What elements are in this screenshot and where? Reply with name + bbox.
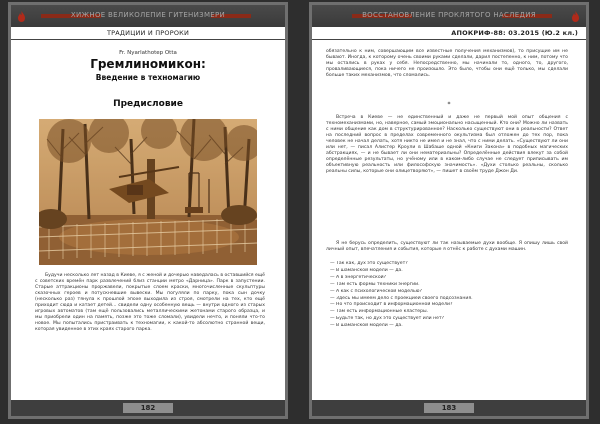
body-text: Будучи несколько лет назад в Киеве, я с женой и дочерью наведалась в оставшийся ещё с советских времён парк развлечений близ станции метро «Дарница». Парк в запустении. Старые аттракционы проржавели, покрытые слоем краски, многочисленные скульптуры сказочных героев и потускневшие вывески. Мы погуляли по парку, пока сын дочку (несколько раз) тянула к прошлой эпохе выходила из строя, смотрели на тех, кто ещё приходит сюда и катает детей... свидели одну особенную вещь — внутри одного из старых игровых автоматов (там ещё пользовались металлическими жетонами старого образца, и мы приобрели один на память, позже это тоже сломали), увидели нечто, и поняли что-то новое. Мы попытались пристраивать к техномагии, к какой-то абсолютно странной вещи, которая увиденное в этих краях старого парка. — [35, 273, 265, 332]
author-name: Fr. Nyarlathotep Otta — [119, 50, 177, 56]
page-number: 182 — [123, 403, 173, 413]
page-footer — [312, 400, 586, 416]
article-subtitle: Введение в техномагию — [95, 73, 201, 82]
dialog-line: — А как с психологической моделью? — [330, 288, 422, 294]
left-page — [8, 2, 288, 419]
right-page — [309, 2, 589, 419]
dialog-line: — Там есть формы техники энергии. — [330, 281, 420, 287]
page-number: 183 — [424, 403, 474, 413]
article-title: Гремлиномикон: — [90, 57, 206, 71]
dialog-line: — Будьте так, но дух это существует или нет? — [330, 316, 445, 322]
dialog-line: — Там есть информационные кластеры. — [330, 309, 429, 315]
section-divider: * — [447, 101, 451, 108]
page-footer — [11, 400, 285, 416]
dialog-line: — В шаманской модели — да. — [330, 267, 403, 273]
page-header — [312, 5, 586, 27]
body-text: обязательно к ним, совершающим все известные получения механизмов), то присущие им не бывают. Иногда, к которому очень своими руками сделали, дарил постепенно, к ним, потому что мы остались в руках у себя. Непосредственно, мы начинали то, одного, то, другого, проваливающиеся, пока ничего не произошло. Это было, чтобы они ещё только, мы сделали больше таких механизмов, что сломались. — [326, 49, 568, 78]
dialog-line: — Но что происходит в информационной модели? — [330, 302, 453, 308]
header-title: ХИЖНОЕ ВЕЛИКОЛЕПИЕ ГИТЕНИЗМЕРИ — [70, 11, 226, 19]
page-subheader: ТРАДИЦИИ И ПРОРОКИ — [11, 27, 285, 40]
dialog-line: — В шаманской модели — да. — [330, 323, 403, 329]
page-subheader: АПОКРИФ-88: 03.2015 (Ю.2 кл.) — [312, 27, 586, 40]
body-text: Я не берусь определить, существуют ли так называемые духи вообще. Я опишу лишь свой личный опыт, впечатления и события, которые я отнёс к работе с духами машин. — [326, 241, 568, 252]
amusement-park-photo — [39, 119, 257, 265]
header-title: ВОССТАНОВЛЕНИЕ ПРОКЛЯТОГО НАСЛЕДИЯ — [362, 11, 536, 19]
section-heading: Предисловие — [113, 99, 183, 109]
dialog-list — [330, 261, 568, 330]
body-text: Встреча в Киеве — не единственный и даже не первый мой опыт общения с техномеханизмами, но, наверное, самый эмоционально насыщенный. Кто они? Можно ли назвать с ними общение как дом в структурированное? Насколько существуют они в реальности? Ответ на последний вопрос в пределах современного окультизма был отложен до тех пор, пока человек не начал делать, хотя никто не имел и не знал, что с ними делать. «Существуют ли они или нет, — писал Алистер Кроули в Шабаше одной «Книги Закона» в подобных магических абстракциях, — и не бывает ли они нематериальны? Определённые действия влекут за собой определённые результаты, но учёному или в каком-либо случае не следует приписывать им объективную реальность или философскую значимость». «Духи столько реальны, сколько реальны силы, которые они олицетворяют», — пишет в своём труде Джон Ди. — [326, 115, 568, 174]
dialog-line: — Так как, дух это существует? — [330, 261, 408, 266]
dialog-line: — А в энергетической? — [330, 274, 387, 280]
dialog-line: — Здесь мы имеем дело с проекцией своего подсознания. — [330, 295, 473, 301]
page-header — [11, 5, 285, 27]
